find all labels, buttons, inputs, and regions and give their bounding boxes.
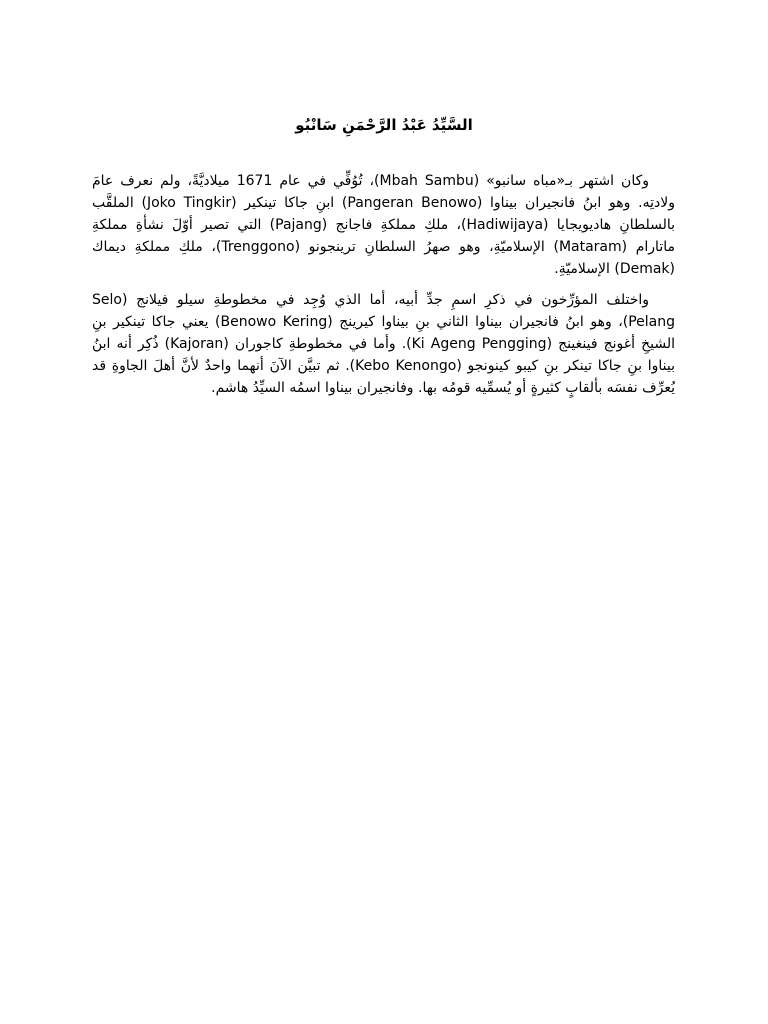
document-body [92, 170, 675, 408]
document-title: السَّيِّدُ عَبْدُ الرَّحْمَنِ سَانْبُو [295, 116, 473, 134]
paragraph-1: وكان اشتهر بـ«مباه سانبو» (Mbah Sambu)، تُوُفِّي في عام 1671 ميلاديَّةً، ولم نعرف عامَ ولادتِه. وهو ابنُ فانجيران بيناوا (Pangeran Benowo) ابنِ جاكا تينكير (Joko Tingkir) الملقَّب بالسلطانِ هاديويجايا (Hadiwijaya)، ملكِ مملكةِ فاجانج (Pajang) التي تصير أوّلَ نشأةِ مملكةِ ماتارام (Mataram) الإسلاميّةِ، وهو صهرُ السلطانِ ترينجونو (Trenggono)، ملكِ مملكةِ ديماك (Demak) الإسلاميّةِ. [92, 173, 676, 277]
paragraph-2: واختلف المؤرِّخون في ذكرِ اسمِ جدِّ أبيه، أما الذي وُجِد في مخطوطةِ سيلو فيلانج (Selo Pelang)، وهو ابنُ فانجيران بيناوا الثاني بنِ بيناوا كيرينج (Benowo Kering) يعني جاكا تينكير بنِ الشيخِ أغونج فينغينج (Ki Ageng Pengging). وأما في مخطوطةِ كاجوران (Kajoran) ذُكِر أنه ابنُ بيناوا بنِ جاكا تينكر بنِ كيبو كينونجو (Kebo Kenongo). ثم تبيَّن الآنَ أنهما واحدٌ لأنَّ أهلَ الجاوةِ قد يُعرِّف نفسَه بألقابٍ كثيرةٍ أو يُسمِّيه قومُه بها. وفانجيران بيناوا اسمُه السيِّدُ هاشم. [92, 292, 676, 396]
